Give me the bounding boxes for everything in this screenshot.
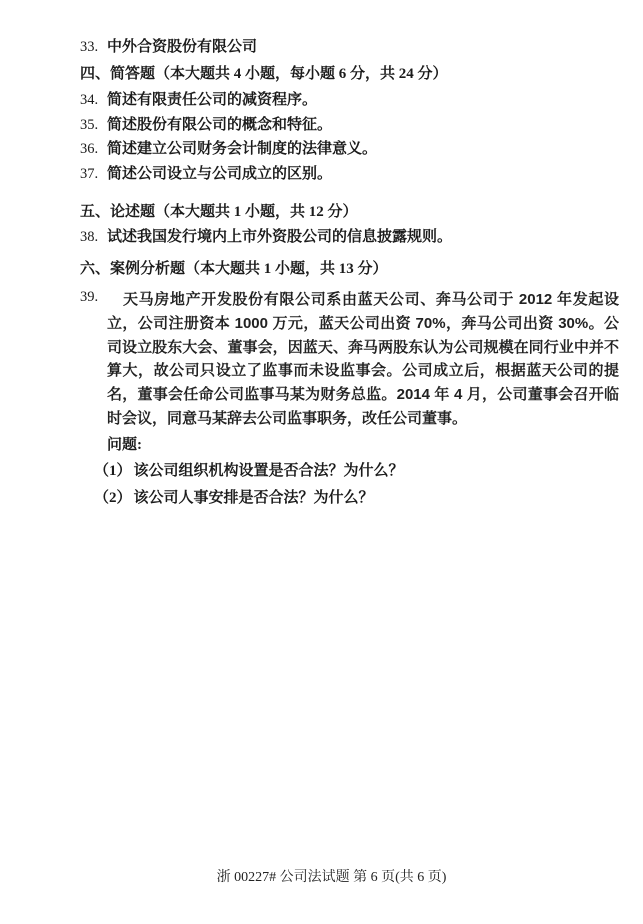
case-question-2 <box>94 486 374 507</box>
exam-item-35 <box>80 117 332 134</box>
section-number: 五、 <box>80 204 111 220</box>
section-header-4 <box>80 66 448 83</box>
section-title: 案例分析题（本大题共 1 小题，共 13 分） <box>110 261 388 277</box>
item-text: 中外合资股份有限公司 <box>107 39 258 55</box>
item-number: 37. <box>80 166 99 182</box>
exam-item-39-case <box>80 288 620 431</box>
question-text: 该公司人事安排是否合法？为什么？ <box>133 490 374 506</box>
case-paragraph: 天马房地产开发股份有限公司系由蓝天公司、奔马公司于 2012 年发起设立，公司注册资本 1000 万元，蓝天公司出资 70%，奔马公司出资 30%。公司设立股东大会、董事会，因蓝天、奔马两股东认为公司规模在同行业中并不算大，故公司只设立了监事而未设监事会。公司成立后，根据蓝天公司的提名，董事会任命公司监事马某为财务总监。2014 年 4 月，公司董事会召开临时会议，同意马某辞去公司监事职务，改任公司董事。 <box>107 291 619 427</box>
section-header-5 <box>80 204 358 221</box>
exam-item-36 <box>80 141 377 158</box>
item-number: 39. <box>80 289 99 305</box>
item-text: 试述我国发行境内上市外资股公司的信息披露规则。 <box>107 229 453 245</box>
exam-item-38 <box>80 229 452 246</box>
item-text: 简述公司设立与公司成立的区别。 <box>107 166 333 182</box>
section-header-6 <box>80 261 388 278</box>
item-text: 简述股份有限公司的概念和特征。 <box>107 117 333 133</box>
item-number: 35. <box>80 117 99 133</box>
questions-label: 问题: <box>107 437 142 453</box>
item-number: 38. <box>80 229 99 245</box>
item-text: 简述建立公司财务会计制度的法律意义。 <box>107 141 378 157</box>
footer-page-info: 浙 00227# 公司法试题 第 6 页(共 6 页) <box>216 870 447 885</box>
exam-item-34 <box>80 92 317 109</box>
question-text: 该公司组织机构设置是否合法？为什么？ <box>133 463 404 479</box>
item-number: 34. <box>80 92 99 108</box>
item-number: 36. <box>80 141 99 157</box>
case-question-1 <box>94 459 404 480</box>
question-number: （2） <box>94 490 132 506</box>
item-number: 33. <box>80 39 99 55</box>
section-title: 简答题（本大题共 4 小题，每小题 6 分，共 24 分） <box>110 66 448 82</box>
exam-item-37 <box>80 166 332 183</box>
question-number: （1） <box>94 463 132 479</box>
exam-item-33 <box>80 39 257 56</box>
item-text: 简述有限责任公司的减资程序。 <box>107 92 318 108</box>
section-number: 四、 <box>80 66 111 82</box>
section-title: 论述题（本大题共 1 小题，共 12 分） <box>110 204 358 220</box>
section-number: 六、 <box>80 261 111 277</box>
